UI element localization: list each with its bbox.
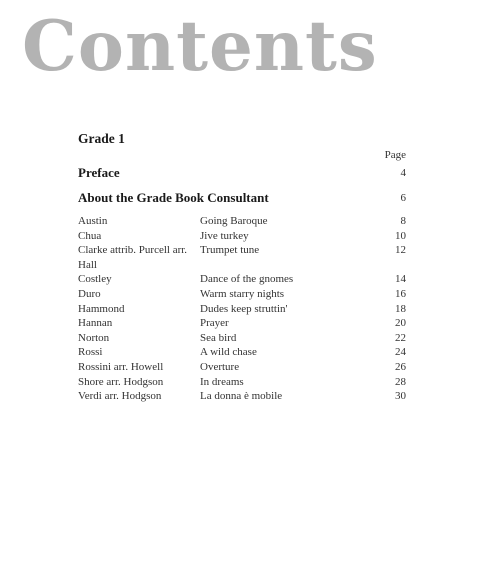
toc-section-preface[interactable]	[78, 165, 406, 181]
section-title: Preface	[78, 165, 120, 180]
piece-title: Dudes keep struttin'	[200, 302, 288, 315]
composer-name: Costley	[78, 273, 112, 286]
page-number: 20	[395, 317, 406, 330]
composer-name: Clarke attrib. Purcell arr. Hall	[78, 244, 188, 271]
page-number: 18	[395, 302, 406, 315]
piece-title: Overture	[200, 360, 240, 373]
toc-section-about-consultant[interactable]	[78, 190, 406, 206]
section-page-number: 6	[400, 192, 406, 204]
piece-title: Trumpet tune	[200, 244, 260, 257]
page-number: 24	[395, 346, 406, 359]
composer-name: Norton	[78, 331, 110, 344]
list-item[interactable]	[78, 360, 406, 375]
list-item[interactable]	[78, 375, 406, 390]
list-item[interactable]	[78, 229, 406, 244]
list-item[interactable]	[78, 331, 406, 346]
page-title: Contents	[22, 6, 378, 87]
list-item[interactable]	[78, 287, 406, 302]
composer-name: Rossini arr. Howell	[78, 360, 164, 373]
piece-title: Going Baroque	[200, 215, 268, 227]
composer-name: Hannan	[78, 317, 113, 330]
section-title: About the Grade Book Consultant	[78, 190, 269, 205]
list-item[interactable]	[78, 214, 406, 229]
list-item[interactable]	[78, 389, 406, 404]
page-number: 8	[400, 215, 406, 227]
piece-title: Sea bird	[200, 331, 237, 344]
piece-title: Dance of the gnomes	[200, 273, 294, 286]
list-item[interactable]	[78, 345, 406, 360]
piece-title: A wild chase	[200, 346, 257, 359]
list-item[interactable]	[78, 316, 406, 331]
composer-name: Hammond	[78, 302, 125, 315]
page-number: 22	[395, 331, 406, 344]
composer-name: Verdi arr. Hodgson	[78, 390, 162, 403]
pieces-list	[78, 214, 406, 404]
composer-name: Duro	[78, 287, 101, 300]
page-number: 30	[395, 390, 406, 403]
page-number: 14	[395, 273, 406, 286]
composer-name: Chua	[78, 229, 102, 242]
composer-name: Shore arr. Hodgson	[78, 375, 164, 388]
list-item[interactable]	[78, 272, 406, 287]
composer-name: Rossi	[78, 346, 103, 359]
section-page-number: 4	[400, 167, 406, 179]
piece-title: Jive turkey	[200, 229, 249, 242]
page-number: 26	[395, 360, 406, 373]
piece-title: La donna è mobile	[200, 390, 283, 403]
page-number: 12	[395, 244, 406, 257]
piece-title: In dreams	[200, 375, 244, 388]
list-item[interactable]	[78, 243, 406, 272]
list-item[interactable]	[78, 302, 406, 317]
piece-title: Warm starry nights	[200, 287, 285, 300]
composer-name: Austin	[78, 215, 108, 227]
grade-heading: Grade 1	[78, 131, 125, 146]
page-column-heading: Page	[384, 149, 406, 161]
page-number: 28	[395, 375, 406, 388]
page-number: 10	[395, 229, 406, 242]
piece-title: Prayer	[200, 317, 229, 330]
page-number: 16	[395, 287, 406, 300]
